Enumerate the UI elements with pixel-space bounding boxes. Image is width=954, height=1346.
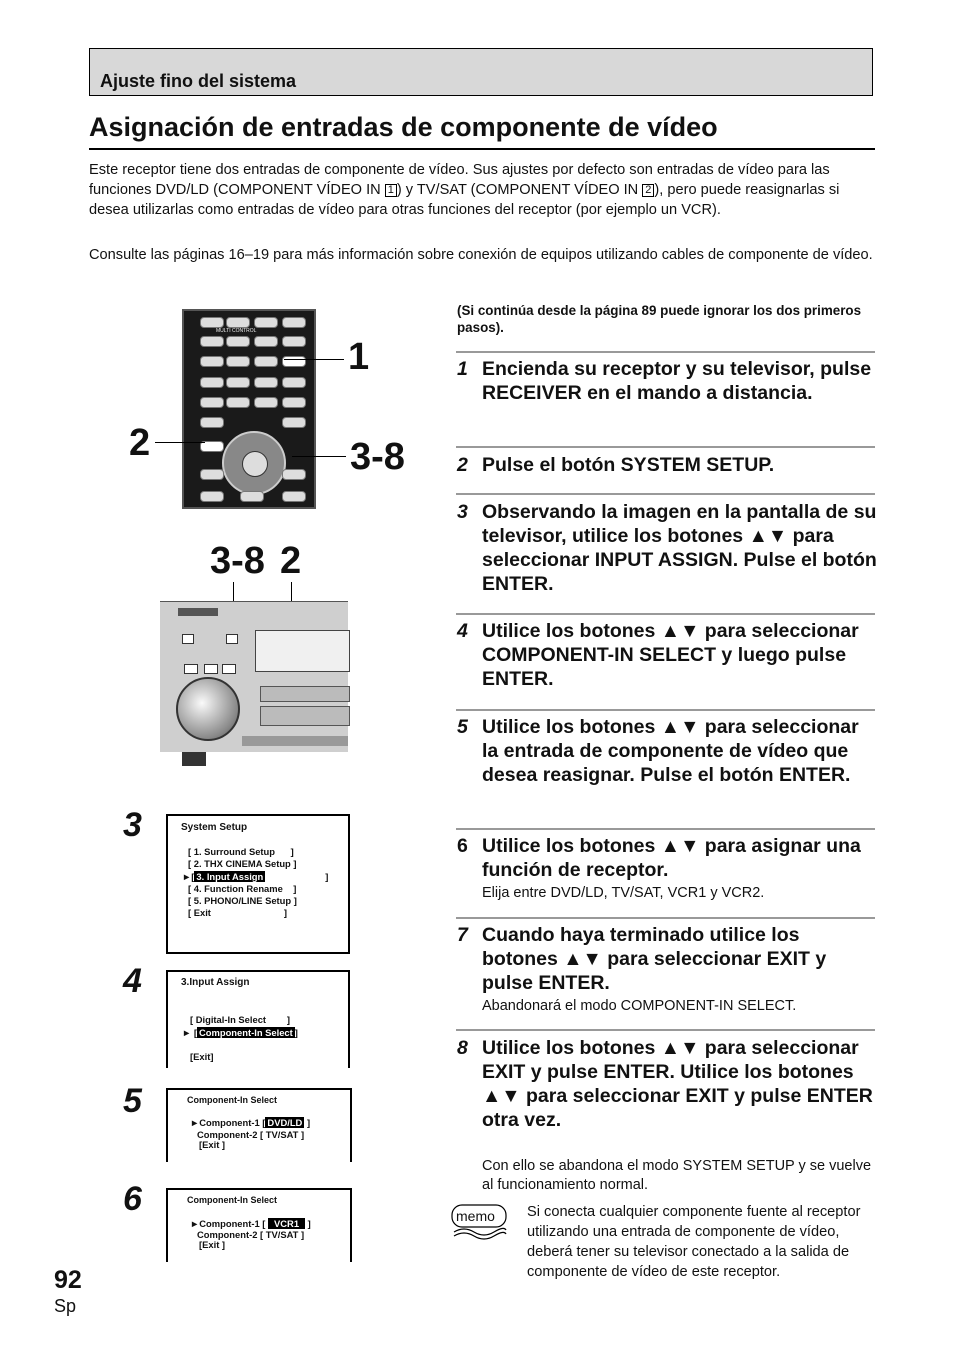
front-display [255,630,350,672]
osd-line-selected [182,871,328,882]
osd-screen-input-assign [166,970,350,1068]
step-8-note: Con ello se abandona el modo SYSTEM SETUP y se vuelve al funcionamiento normal. [482,1158,872,1193]
step-divider [456,613,875,615]
osd-line-selected: ► [ Component-In Select ] [182,1027,298,1038]
osd-line: [ 1. Surround Setup ] [188,846,294,857]
screen-number-4: 4 [123,962,142,1000]
osd-label: Component-1 [ [199,1117,266,1128]
page-language: Sp [54,1296,77,1316]
remote-button [226,377,250,388]
osd-title: 3.Input Assign [181,977,250,988]
remote-button [200,356,224,367]
osd-line-selected [190,1218,311,1229]
osd-line: [ Digital-In Select ] [190,1014,291,1025]
section-header [89,48,873,96]
leader-line [284,359,344,360]
step-number: 7 [457,924,468,946]
osd-title: System Setup [181,822,248,833]
step-7-note: Abandonará el modo COMPONENT-IN SELECT. [482,998,797,1014]
osd-title: Component-In Select [187,1195,278,1205]
step-divider [456,446,875,448]
osd-screen-component-select-6 [166,1188,352,1262]
selection-arrow-icon: ► [182,1027,192,1038]
step-6 [457,834,877,882]
step-1 [457,357,877,405]
step-number: 4 [457,620,468,642]
page-title: Asignación de entradas de componente de vídeo [89,112,718,142]
step-6-note: Elija entre DVD/LD, TV/SAT, VCR1 y VCR2. [482,885,765,901]
callout-step-2: 2 [129,422,151,464]
input-number-1: 1 [385,184,397,197]
osd-highlight: VCR1 [268,1218,305,1229]
osd-label: Component-1 [ [199,1218,266,1229]
cursor-pad [222,431,286,495]
panel-button [204,664,218,674]
osd-line: [ 4. Function Rename ] [188,883,297,894]
remote-button [200,317,224,328]
step-divider [456,351,875,353]
osd-line-selected [190,1117,310,1128]
step-divider [456,1029,875,1031]
receiver-foot [182,752,206,766]
remote-button [226,336,250,347]
remote-button [200,397,224,408]
step-text: Utilice los botones ▲▼ para seleccionar la entrada de componente de vídeo que desea reasignar. Pulse el botón ENTER. [482,716,859,786]
intro-paragraph-2: Consulte las páginas 16–19 para más información sobre conexión de equipos utilizando cables de componente de vídeo. [89,247,873,263]
memo-label: memo [456,1208,495,1224]
osd-line: Component-2 [ TV/SAT ] [197,1129,305,1140]
osd-bracket: ] [306,1117,311,1128]
receiver-front-panel [160,601,348,752]
remote-button [282,336,306,347]
panel-button [226,634,238,644]
remote-button [254,377,278,388]
remote-button [254,317,278,328]
osd-screen-system-setup [166,814,350,954]
osd-line: [Exit ] [199,1139,226,1150]
screen-number-6: 6 [123,1180,142,1218]
intro-text-b: ) y TV/SAT (COMPONENT VÍDEO IN [396,182,643,198]
remote-button [282,469,306,480]
remote-button [282,317,306,328]
panel-button [182,634,194,644]
page-number: 92 [54,1266,82,1294]
panel-button [222,664,236,674]
memo-icon [450,1202,508,1240]
step-divider [456,493,875,495]
step-number: 1 [457,358,468,380]
remote-button [200,417,224,428]
callout-receiver-2: 2 [280,540,302,582]
step-number: 6 [457,835,468,857]
input-number-2: 2 [642,184,654,197]
panel-button [184,664,198,674]
osd-title: Component-In Select [187,1095,278,1105]
title-divider [89,148,875,150]
step-divider [456,709,875,711]
remote-button [282,491,306,502]
step-number: 3 [457,501,468,523]
remote-button [226,356,250,367]
remote-button [282,397,306,408]
receiver-button [282,356,306,367]
step-text: Cuando haya terminado utilice los botones ▲▼ para seleccionar EXIT y pulse ENTER. [482,924,827,994]
remote-button [200,336,224,347]
osd-bracket: [ [191,871,195,882]
osd-bracket: ] [325,871,329,882]
remote-button [240,491,264,502]
step-2 [457,453,877,477]
remote-button [282,377,306,388]
remote-label: MULTI CONTROL [216,328,257,334]
step-divider [456,917,875,919]
step-text: Utilice los botones ▲▼ para seleccionar COMPONENT-IN SELECT y luego pulse ENTER. [482,620,859,690]
osd-line: [Exit ] [199,1239,226,1250]
remote-button [200,491,224,502]
osd-highlight: Component-In Select [199,1027,293,1038]
step-divider [456,828,875,830]
intro-text-c: ), pero puede reasignarlas si desea utilizarlas como entradas de vídeo para otras funciones del receptor (por ejemplo un VCR). [89,182,840,218]
remote-button [200,469,224,480]
screen-number-3: 3 [123,806,142,844]
step-number: 5 [457,716,468,738]
leader-line [292,456,346,457]
intro-paragraph-1 [89,160,879,220]
step-3 [457,500,877,596]
osd-highlight: DVD/LD [267,1117,303,1128]
step-text: Encienda su receptor y su televisor, pulse RECEIVER en el mando a distancia. [482,358,872,404]
selection-arrow-icon: ► [190,1117,200,1128]
button-row [260,706,350,726]
step-number: 8 [457,1037,468,1059]
step-text: Utilice los botones ▲▼ para seleccionar EXIT y pulse ENTER. Utilice los botones ▲▼ para seleccionar EXIT y pulse ENTER otra vez. [482,1037,873,1131]
remote-button [282,417,306,428]
osd-line: Component-2 [ TV/SAT ] [197,1229,305,1240]
button-row [260,686,350,702]
brand-logo [178,608,218,616]
step-7 [457,923,877,995]
remote-button [226,397,250,408]
remote-button [254,397,278,408]
step-text: Observando la imagen en la pantalla de su televisor, utilice los botones ▲▼ para seleccionar INPUT ASSIGN. Pulse el botón ENTER. [482,501,877,595]
step-8 [457,1036,877,1132]
osd-highlight: 3. Input Assign [196,871,264,882]
remote-button [254,336,278,347]
callout-step-3-8: 3-8 [350,436,405,478]
step-text: Pulse el botón SYSTEM SETUP. [482,454,775,476]
leader-line [155,442,205,443]
remote-button [226,317,250,328]
osd-line: [ 5. PHONO/LINE Setup ] [188,895,297,906]
remote-button [254,356,278,367]
step-4 [457,619,877,691]
callout-receiver-3-8: 3-8 [210,540,265,582]
osd-bracket: ] [307,1218,311,1229]
section-title: Ajuste fino del sistema [100,71,297,91]
selection-arrow-icon: ► [190,1218,200,1229]
step-number: 2 [457,454,468,476]
osd-line: [Exit] [190,1051,214,1062]
remote-button [200,377,224,388]
callout-step-1: 1 [348,336,370,378]
skip-steps-note: (Si continúa desde la página 89 puede ignorar los dos primeros pasos). [457,303,862,335]
osd-line: [ 2. THX CINEMA Setup ] [188,858,297,869]
intro-text-a: Este receptor tiene dos entradas de componente de vídeo. Sus ajustes por defecto son entradas de vídeo para las funciones DVD/LD (COMPONENT VÍDEO IN [89,162,830,198]
memo-text: Si conecta cualquier componente fuente al receptor utilizando una entrada de componente de vídeo, deberá tener su televisor conectado a la salida de componente de vídeo de este receptor. [527,1204,861,1280]
remote-control-illustration [182,309,316,509]
volume-knob [176,677,240,741]
osd-screen-component-select-5 [166,1088,352,1162]
step-text: Utilice los botones ▲▼ para asignar una función de receptor. [482,835,861,881]
screen-number-5: 5 [123,1082,142,1120]
selection-arrow-icon: ► [182,871,192,882]
step-5 [457,715,877,787]
osd-line: [ Exit ] [188,907,287,918]
enter-button [242,451,268,477]
panel-base [242,736,348,746]
